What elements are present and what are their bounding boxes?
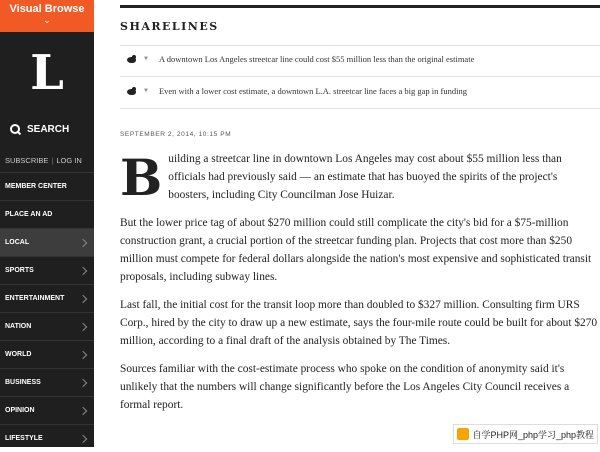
nav-item-label: WORLD bbox=[5, 351, 32, 358]
caret-down-icon: ▼ bbox=[143, 56, 149, 62]
nav-item-nation[interactable] bbox=[0, 312, 94, 340]
watermark-text: 自学PHP网_php学习_php教程 bbox=[472, 429, 594, 440]
sharelines-title: SHARELINES bbox=[120, 20, 219, 33]
nav-item-label: BUSINESS bbox=[5, 379, 41, 386]
separator: | bbox=[51, 156, 54, 165]
search-button[interactable] bbox=[10, 124, 69, 135]
article-paragraph: Sources familiar with the cost-estimate process who spoke on the condition of anonymity said it's unlikely that the numbers will change significantly before the Los Angeles City Council receives a formal report. bbox=[120, 363, 570, 411]
nav-item-label: NATION bbox=[5, 323, 32, 330]
twitter-icon bbox=[126, 55, 137, 64]
nav-item-label: LOCAL bbox=[5, 239, 30, 246]
nav-item-opinion[interactable] bbox=[0, 396, 94, 424]
divider bbox=[120, 108, 600, 109]
shareline-text: Even with a lower cost estimate, a downtown L.A. streetcar line faces a big gap in funding bbox=[158, 86, 467, 96]
chevron-right-icon bbox=[79, 406, 87, 414]
chevron-right-icon bbox=[79, 294, 87, 302]
subscribe-link[interactable]: SUBSCRIBE bbox=[5, 156, 49, 165]
login-link[interactable]: LOG IN bbox=[56, 156, 82, 165]
nav-item-business[interactable] bbox=[0, 368, 94, 396]
paragraph-text: uilding a streetcar line in downtown Los Angeles may cost about $55 million less than officials had previously said — an estimate that has buoyed the spirits of the project's boosters, including City Councilman Jose Huizar. bbox=[168, 153, 562, 201]
article-dateline: SEPTEMBER 2, 2014, 10:15 PM bbox=[120, 131, 232, 138]
chevron-right-icon bbox=[79, 434, 87, 442]
nav-item-label: OPINION bbox=[5, 407, 35, 414]
divider bbox=[120, 76, 600, 77]
search-icon bbox=[10, 124, 21, 135]
nav-item-label: LIFESTYLE bbox=[5, 435, 43, 442]
article-body bbox=[120, 150, 598, 424]
shareline-text: A downtown Los Angeles streetcar line could cost $55 million less than the original estimate bbox=[158, 54, 475, 64]
shareline-tweet[interactable] bbox=[126, 86, 467, 96]
section-nav bbox=[0, 172, 94, 452]
nav-item-sports[interactable] bbox=[0, 256, 94, 284]
nav-item-member-center[interactable] bbox=[0, 172, 94, 200]
account-links bbox=[5, 156, 82, 165]
nav-item-label: MEMBER CENTER bbox=[5, 183, 67, 190]
article-main bbox=[94, 0, 600, 447]
article-paragraph bbox=[120, 148, 598, 207]
chevron-right-icon bbox=[79, 322, 87, 330]
site-watermark bbox=[453, 424, 598, 444]
twitter-icon bbox=[126, 87, 137, 96]
chevron-right-icon bbox=[79, 378, 87, 386]
search-label: SEARCH bbox=[27, 124, 70, 135]
article-paragraph: But the lower price tag of about $270 million could still complicate the city's bid for a $75-million construction grant, a crucial portion of the streetcar funding plan. Projects that cost more than $250 million must compete for federal dollars alongside the nation's most expensive and sophisticated transit proposals, including subway lines. bbox=[120, 217, 592, 283]
divider bbox=[120, 45, 600, 46]
nav-item-label: ENTERTAINMENT bbox=[5, 295, 65, 302]
nav-item-place-an-ad[interactable] bbox=[0, 200, 94, 228]
nav-item-lifestyle[interactable] bbox=[0, 424, 94, 452]
article-paragraph: Last fall, the initial cost for the transit loop more than doubled to $327 million. Consulting firm URS Corp., hired by the city to draw up a new estimate, says the four-mile route could be built for about $270 million, according to a final draft of the analysis obtained by The Times. bbox=[120, 299, 598, 347]
caret-down-icon: ▼ bbox=[143, 88, 149, 94]
shareline-tweet[interactable] bbox=[126, 54, 474, 64]
la-times-logo[interactable]: L bbox=[30, 45, 64, 101]
nav-item-label: PLACE AN AD bbox=[5, 211, 53, 218]
visual-browse-button[interactable] bbox=[0, 0, 94, 32]
nav-item-entertainment[interactable] bbox=[0, 284, 94, 312]
sidebar bbox=[0, 0, 94, 447]
watermark-logo-icon bbox=[457, 428, 469, 440]
chevron-right-icon bbox=[79, 350, 87, 358]
drop-cap: B bbox=[120, 148, 163, 207]
chevron-right-icon bbox=[79, 238, 87, 246]
nav-item-local[interactable] bbox=[0, 228, 94, 256]
visual-browse-label: Visual Browse bbox=[9, 3, 85, 15]
chevron-right-icon bbox=[79, 266, 87, 274]
top-rule bbox=[120, 5, 600, 8]
nav-item-label: SPORTS bbox=[5, 267, 34, 274]
nav-item-world[interactable] bbox=[0, 340, 94, 368]
chevron-down-icon: ⌄ bbox=[43, 15, 51, 25]
